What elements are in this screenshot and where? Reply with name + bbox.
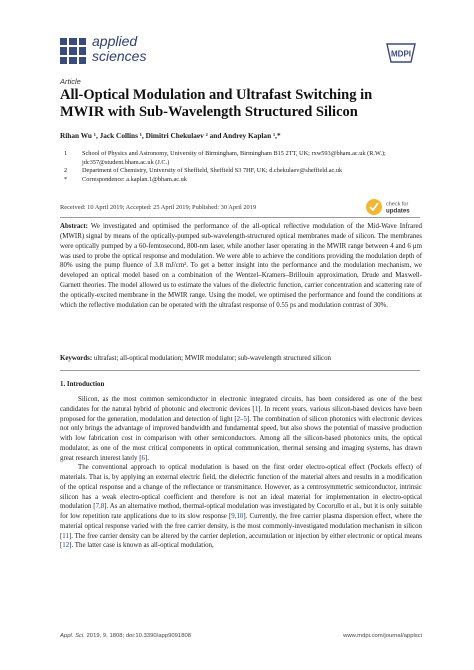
paragraph-text: ]. The free carrier density can be altered by the carrier depletion, accumulation or injection by either electronic or optical means [ [60,532,422,550]
paragraph-text: The conventional approach to optical modulation is based on the first order electro-optical effect (Pockels effect) of materials. That is, by applying an external electric field, the dielectric function of the material alters and results in a modification of the optical response and a change of the reflectance or transmittance. However, as a centrosymmetric semiconductor, intrinsic silicon has a weak electro-optical coefficient and therefore is not an ideal material for implementation in electro-optical modulation [ [60,464,422,511]
affiliation-mark: 1 [64,150,68,157]
journal-name-line1: applied [92,33,138,49]
footer-journal-url[interactable]: www.mdpi.com/journal/applsci [343,633,422,639]
paragraph-text: ]. In recent years, various silicon-based devices have been proposed for the generation, modulation and detection of light [ [60,405,422,423]
abstract-label: Abstract: [60,223,88,230]
paragraph-text: ]. The combination of silicon photonics with electronic devices not only brings the advantage of improved bandwidth and fundamental speed, but also shows the potential of massive production with low fabrication cost in comparison with other semiconductors. Among all the silicon-based photonics units, the optical modulator, as one of the most critical components in optical communication, thermal sensing and imaging systems, has drawn great research interest lately [ [60,415,422,462]
affiliation-text: Department of Chemistry, University of Sheffield, Sheffield S3 7HF, UK; d.chekulaev@sheffield.ac.uk [82,167,343,174]
citation-link[interactable]: 2–5 [236,415,247,423]
mdpi-logo-icon [384,42,418,64]
journal-name [92,34,146,64]
correspondence-text: Correspondence: a.kaplan.1@bham.ac.uk [82,175,187,183]
author-list: Rihan Wu ¹, Jack Collins ¹, Dimitri Chekulaev ² and Andrey Kaplan ¹,* [60,131,281,140]
journal-logo-icon [60,38,86,64]
affiliation-mark: * [64,175,68,183]
citation-link[interactable]: 9,10 [231,513,244,520]
section-heading: 1. Introduction [60,381,105,388]
paragraph-text: ]. As an alternative method, thermal-optical modulation was investigated by Cocorullo et al., but it is only suitable for low repetition rate applications due to its slow response [ [60,503,423,520]
introduction-body [60,395,422,551]
citation-link[interactable]: 6 [141,454,145,462]
citation-link[interactable]: 7,8 [95,503,105,511]
keywords-text: ultrafast; all-optical modulation; MWIR modulator; sub-wavelength structured silicon [92,355,331,362]
keywords-label: Keywords: [60,355,93,362]
footer-journal: Appl. Sci. [60,633,85,639]
paper-title: All-Optical Modulation and Ultrafast Switching in MWIR with Sub-Wavelength Structured Silicon [60,87,373,120]
divider-bottom [60,370,420,371]
keywords [60,354,422,364]
updates-label: updates [386,207,410,215]
paragraph-text: Silicon, as the most common semiconductor in electronic integrated circuits, has been considered as one of the best candidates for the natural hybrid of photonic and electronic devices [ [60,396,422,413]
paragraph-text: ]. The latter case is known as all-optical modulation, [69,542,214,550]
check-for-label: check for [386,201,409,208]
affiliation-2 [60,167,430,176]
footer-citation [60,633,191,639]
affiliation-mark: 2 [64,167,68,174]
abstract [60,222,422,311]
mdpi-logo-text: MDPI [391,49,411,59]
footer-doi: 2019, 9, 1808; doi:10.3390/app9091808 [84,633,192,639]
correspondence [60,176,430,185]
citation-link[interactable]: 12 [62,542,70,550]
publication-dates: Received: 10 April 2019; Accepted: 25 April 2019; Published: 30 April 2019 [60,204,257,211]
divider-top [60,217,420,218]
body-paragraph [60,395,422,463]
citation-link[interactable]: 1 [254,405,259,413]
abstract-text: We investigated and optimised the performance of the all-optical reflective modulation of the Mid-Wave Infrared (MWIR) signal by means of the optically-pumped sub-wavelength-structured optical membranes made of silicon. The membranes were optically pumped by a 60-femtosecond, 800-nm laser, while another laser operating in the MWIR range between 4 and 6 µm was used to probe the optical response and modulation. We were able to achieve the conditions providing the modulation depth of 80% using the pump fluence of 3.8 mJ/cm². To get a better insight into the performance and the modulation mechanism, we developed an optical model based on a combination of the Wentzel–Kramers–Brillouin approximation, Drude and Maxwell-Garnett theories. The model allowed us to estimate the values of the dielectric function, carrier concentration and scattering rate of the optically-excited membrane in the MWIR range. Using the model, we optimised the performance and found the conditions at which the reflective modulation can be operated with the ultrafast response of 0.55 ps and modulation contrast of 30%. [60,223,422,309]
paragraph-text: ]. [144,454,149,462]
affiliations [60,150,430,184]
affiliation-1 [60,150,430,167]
journal-name-line2: sciences [92,48,147,64]
citation-link[interactable]: 11 [62,532,69,540]
affiliation-text: School of Physics and Astronomy, University of Birmingham, Birmingham B15 2TT, UK; rxw593@bham.ac.uk (R.W.); jdc357@student.bham.ac.uk (J.C.) [82,150,386,166]
body-paragraph [60,463,422,551]
paragraph-text: ]. Currently, the free carrier plasma dispersion effect, where the material optical response varied with the free carrier density, is the most commonly-investigated modulation mechanism in silicon [ [60,513,422,540]
article-type: Article [60,77,81,86]
check-for-updates-button[interactable] [365,196,425,218]
